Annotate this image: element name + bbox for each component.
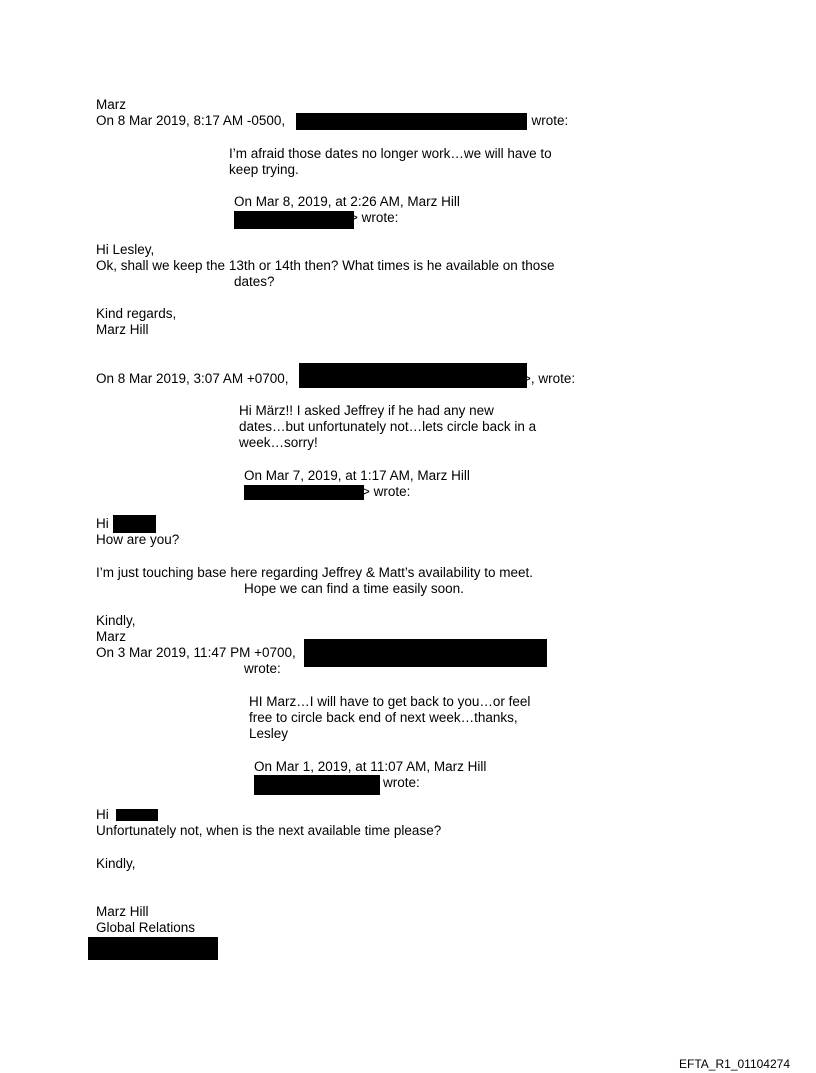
redaction-block <box>113 515 156 533</box>
text-line: week…sorry! <box>239 435 318 450</box>
text-line: Marz Hill <box>96 322 149 337</box>
text-line: Hope we can find a time easily soon. <box>244 581 464 596</box>
text-line: dates? <box>234 274 275 289</box>
redaction-block <box>244 485 364 500</box>
reply-header: On 8 Mar 2019, 3:07 AM +0700, <box>96 371 289 386</box>
reply-header: On 8 Mar 2019, 8:17 AM -0500, <box>96 113 286 128</box>
quote-header-suffix: > wrote: <box>350 210 399 225</box>
redaction-block <box>299 363 527 388</box>
text-line: Marz <box>96 97 126 112</box>
text-line: Hi <box>96 807 109 822</box>
text-line: Kindly, <box>96 856 136 871</box>
text-line: HI Marz…I will have to get back to you…or feel <box>249 694 531 709</box>
signature-name: Marz Hill <box>96 904 149 919</box>
signature-title: Global Relations <box>96 920 196 935</box>
text-line: dates…but unfortunately not…lets circle back in a <box>239 419 537 434</box>
text-line: Kindly, <box>96 613 136 628</box>
reply-header-suffix: >, wrote: <box>523 371 576 386</box>
text-line: I’m afraid those dates no longer work…we will have to <box>229 146 552 161</box>
quote-header: On Mar 7, 2019, at 1:17 AM, Marz Hill <box>244 468 470 483</box>
redaction-block <box>88 937 218 960</box>
text-line: Unfortunately not, when is the next available time please? <box>96 823 442 838</box>
redaction-block <box>304 639 547 667</box>
redaction-block <box>116 809 158 821</box>
redaction-block <box>296 113 527 130</box>
quote-header-suffix: wrote: <box>383 775 420 790</box>
redaction-block <box>234 211 354 229</box>
quote-header: On Mar 1, 2019, at 11:07 AM, Marz Hill <box>254 759 487 774</box>
text-line: Marz <box>96 629 126 644</box>
text-line: free to circle back end of next week…thanks, <box>249 710 518 725</box>
redaction-block <box>254 775 380 795</box>
text-line: Hi März!! I asked Jeffrey if he had any new <box>239 403 494 418</box>
text-line: Hi <box>96 516 109 531</box>
text-line: How are you? <box>96 532 180 547</box>
text-line: Ok, shall we keep the 13th or 14th then? What times is he available on those <box>96 258 555 273</box>
text-line: Hi Lesley, <box>96 242 155 257</box>
reply-header: On 3 Mar 2019, 11:47 PM +0700, <box>96 645 296 660</box>
quote-header-suffix: > wrote: <box>362 484 411 499</box>
reply-header-suffix: , wrote: <box>524 113 569 128</box>
text-line: Kind regards, <box>96 306 177 321</box>
text-line: Lesley <box>249 726 289 741</box>
text-line: keep trying. <box>229 162 299 177</box>
document-id: EFTA_R1_01104274 <box>679 1057 790 1071</box>
quote-header: On Mar 8, 2019, at 2:26 AM, Marz Hill <box>234 194 460 209</box>
reply-header-suffix: wrote: <box>244 661 281 676</box>
text-line: I’m just touching base here regarding Jeffrey & Matt’s availability to meet. <box>96 565 533 580</box>
